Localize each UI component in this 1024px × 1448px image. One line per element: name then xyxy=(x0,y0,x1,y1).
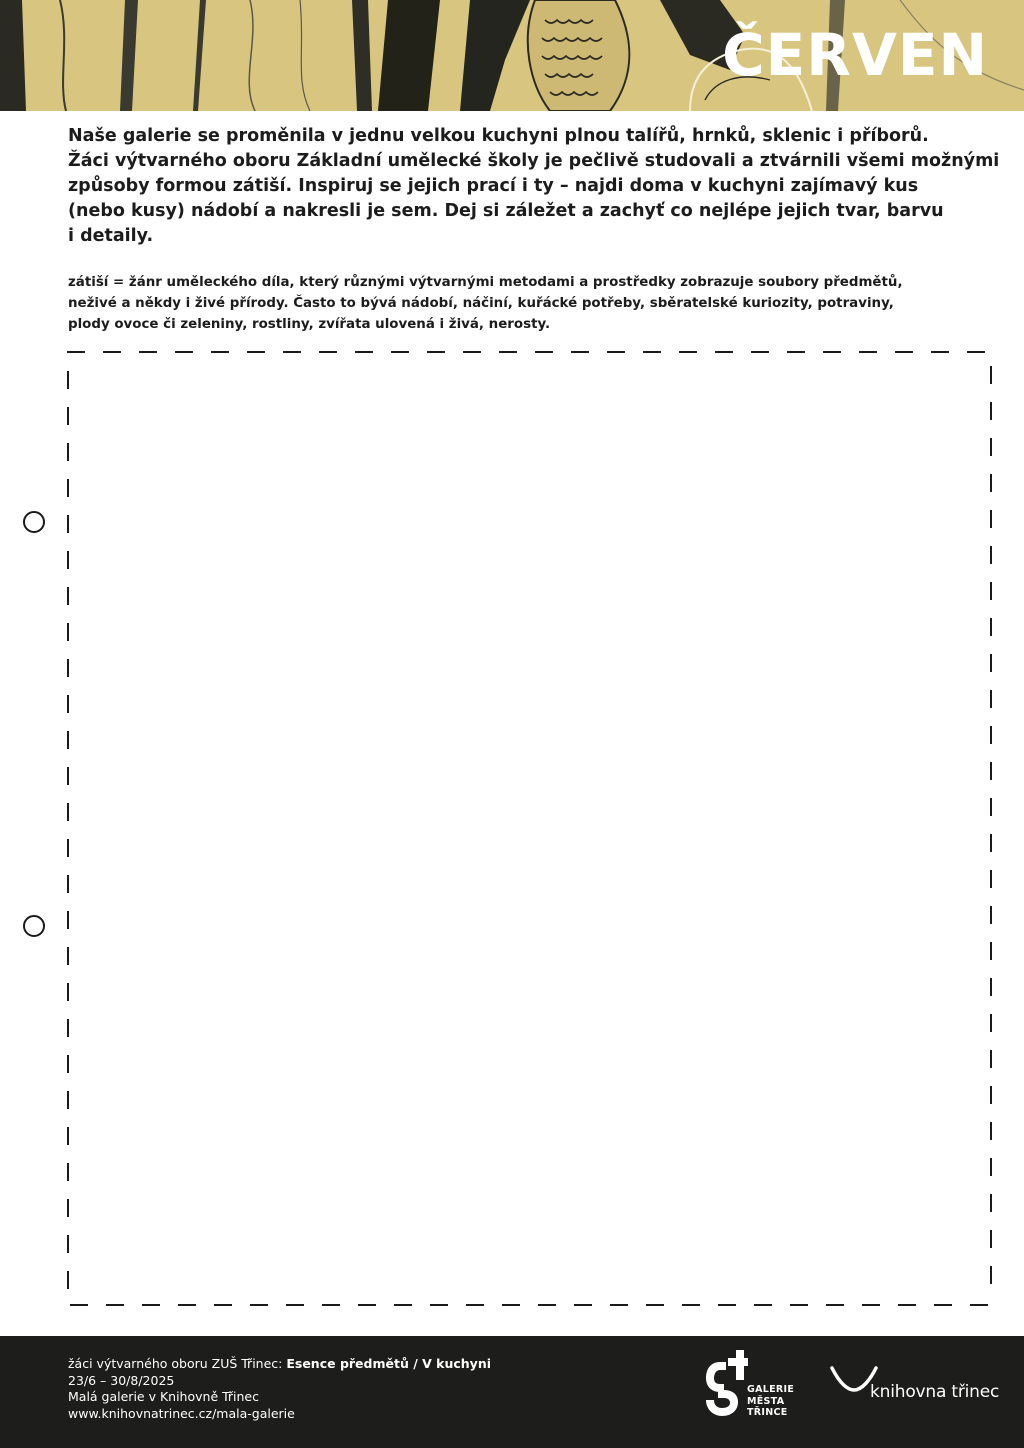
footer xyxy=(0,1336,1024,1448)
definition-line: plody ovoce či zeleniny, rostliny, zvířata ulovená i živá, nerosty. xyxy=(68,317,551,332)
exhibition-dates: 23/6 – 30/8/2025 xyxy=(68,1372,175,1388)
exhibition-venue: Malá galerie v Knihovně Třinec xyxy=(68,1389,259,1404)
knihovna-trinec-logo xyxy=(830,1364,1000,1404)
intro-line: způsoby formou zátiší. Inspiruj se jejich prací i ty – najdi doma v kuchyni zajímavý kus xyxy=(68,176,919,196)
definition-line: neživé a někdy i živé přírody. Často to bývá nádobí, náčiní, kuřácké potřeby, sběratelské kuriozity, potraviny, xyxy=(68,296,894,311)
galerie-logo-text: GALERIE MĚSTA TŘINCE xyxy=(747,1384,795,1418)
definition-paragraph xyxy=(68,272,998,335)
knihovna-logo-text: knihovna třinec xyxy=(870,1382,1000,1402)
header-banner xyxy=(0,0,1024,111)
punch-hole-top xyxy=(23,511,45,533)
exhibition-info xyxy=(68,1356,491,1422)
intro-paragraph xyxy=(68,124,998,249)
intro-line: (nebo kusy) nádobí a nakresli je sem. Dej si záležet a zachyť co nejlépe jejich tvar, barvu xyxy=(68,201,944,221)
definition-line: zátiší = žánr uměleckého díla, který různými výtvarnými metodami a prostředky zobrazuje soubory předmětů, xyxy=(68,275,903,290)
exhibition-url[interactable]: www.knihovnatrinec.cz/mala-galerie xyxy=(68,1405,295,1421)
exhibition-title-line: žáci výtvarného oboru ZUŠ Třinec: Esence předmětů / V kuchyni xyxy=(68,1356,492,1371)
exhibition-title: Esence předmětů / V kuchyni xyxy=(286,1356,492,1371)
galerie-mesta-trince-logo xyxy=(702,1350,802,1422)
intro-line: Žáci výtvarného oboru Základní umělecké školy je pečlivě studovali a ztvárnili všemi možnými xyxy=(68,151,1000,171)
month-title: ČERVEN xyxy=(722,21,988,89)
dashed-frame xyxy=(67,351,992,1306)
drawing-area[interactable] xyxy=(67,351,992,1306)
intro-line: Naše galerie se proměnila v jednu velkou kuchyni plnou talířů, hrnků, sklenic i příborů. xyxy=(68,126,929,146)
galerie-logo-icon xyxy=(702,1350,748,1422)
punch-hole-bottom xyxy=(23,915,45,937)
intro-line: i detaily. xyxy=(68,226,154,246)
